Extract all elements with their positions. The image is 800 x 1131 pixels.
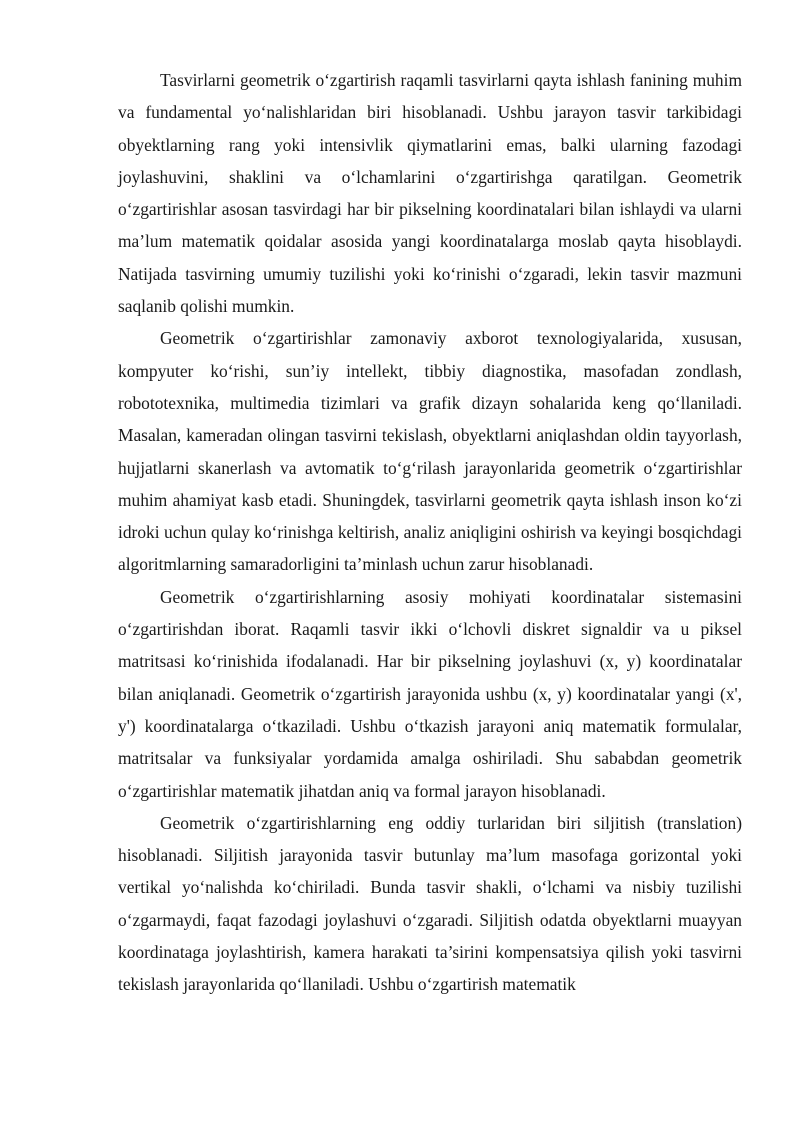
document-page — [118, 64, 742, 1001]
paragraph: Geometrik o‘zgartirishlar zamonaviy axborot texnologiyalarida, xususan, kompyuter ko‘rishi, sun’iy intellekt, tibbiy diagnostika, masofadan zondlash, robototexnika, multimedia tizimlari va grafik dizayn sohalarida keng qo‘llaniladi. Masalan, kameradan olingan tasvirni tekislash, obyektlarni aniqlashdan oldin tayyorlash, hujjatlarni skanerlash va avtomatik to‘g‘rilash jarayonlarida geometrik o‘zgartirishlar muhim ahamiyat kasb etadi. Shuningdek, tasvirlarni geometrik qayta ishlash inson ko‘zi idroki uchun qulay ko‘rinishga keltirish, analiz aniqligini oshirish va keyingi bosqichdagi algoritmlarning samaradorligini ta’minlash uchun zarur hisoblanadi. — [118, 328, 742, 575]
paragraph: Geometrik o‘zgartirishlarning eng oddiy turlaridan biri siljitish (translation) hisoblanadi. Siljitish jarayonida tasvir butunlay ma’lum masofaga gorizontal yoki vertikal yo‘nalishda ko‘chiriladi. Bunda tasvir shakli, o‘lchami va nisbiy tuzilishi o‘zgarmaydi, faqat fazodagi joylashuvi o‘zgaradi. Siljitish odatda obyektlarni muayyan koordinataga joylashtirish, kamera harakati ta’sirini kompensatsiya qilish yoki tasvirni tekislash jarayonlarida qo‘llaniladi. Ushbu o‘zgartirish matematik — [118, 812, 742, 995]
paragraph: Geometrik o‘zgartirishlarning asosiy mohiyati koordinatalar sistemasini o‘zgartirishdan iborat. Raqamli tasvir ikki o‘lchovli diskret signaldir va u piksel matritsasi ko‘rinishida ifodalanadi. Har bir pikselning joylashuvi (x, y) koordinatalar bilan aniqlanadi. Geometrik o‘zgartirish jarayonida ushbu (x, y) koordinatalar yangi (x', y') koordinatalarga o‘tkaziladi. Ushbu o‘tkazish jarayoni aniq matematik formulalar, matritsalar va funksiyalar yordamida amalga oshiriladi. Shu sababdan geometrik o‘zgartirishlar matematik jihatdan aniq va formal jarayon hisoblanadi. — [118, 586, 742, 801]
paragraph: Tasvirlarni geometrik o‘zgartirish raqamli tasvirlarni qayta ishlash fanining muhim va fundamental yo‘nalishlaridan biri hisoblanadi. Ushbu jarayon tasvir tarkibidagi obyektlarning rang yoki intensivlik qiymatlarini emas, balki ularning fazodagi joylashuvini, shaklini va o‘lchamlarini o‘zgartirishga qaratilgan. Geometrik o‘zgartirishlar asosan tasvirdagi har bir pikselning koordinatalari bilan ishlaydi va ularni ma’lum matematik qoidalar asosida yangi koordinatalarga moslab qayta hisoblaydi. Natijada tasvirning umumiy tuzilishi yoki ko‘rinishi o‘zgaradi, lekin tasvir mazmuni saqlanib qolishi mumkin. — [118, 70, 742, 317]
